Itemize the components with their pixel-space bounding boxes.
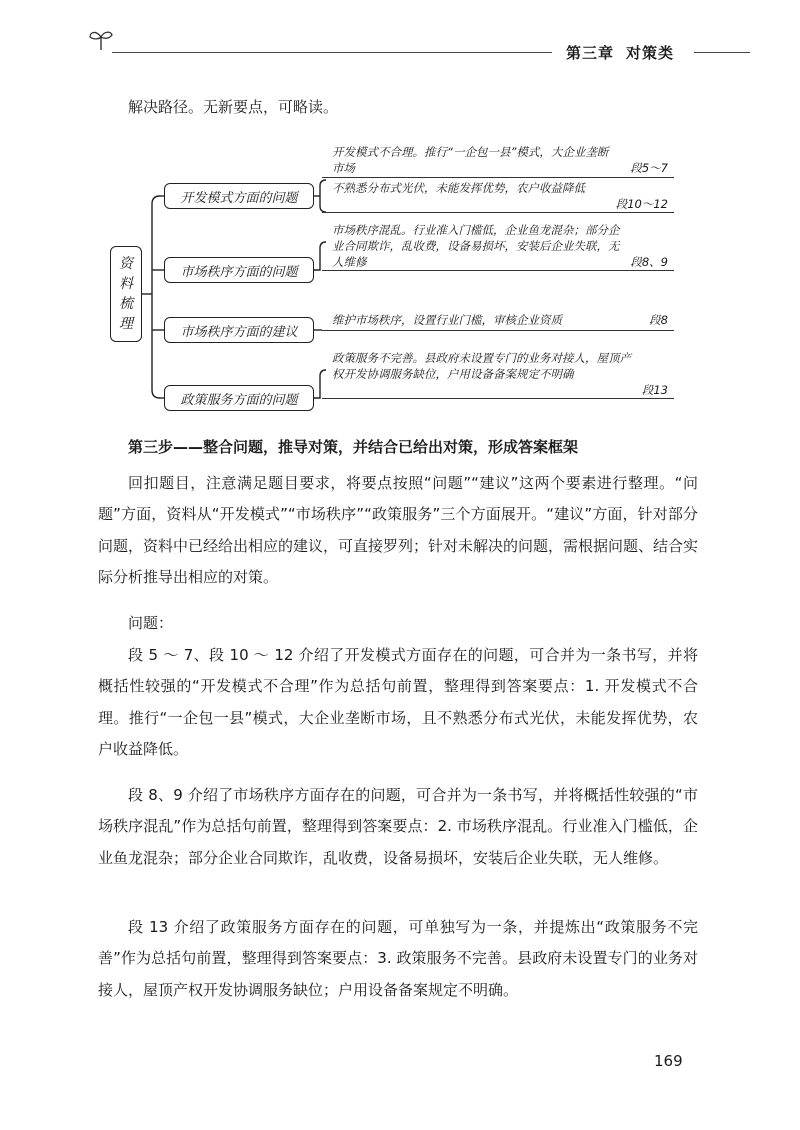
running-header [566,42,674,63]
detail-ref: 段13 [641,383,668,397]
detail-item [332,144,668,176]
intro-line: 解决路径。无新要点，可略读。 [128,98,339,116]
paragraph: 段 13 介绍了政策服务方面存在的问题，可单独写为一条，并提炼出“政策服务不完善”作为总括句前置，整理得到答案要点：3. 政策服务不完善。县政府未设置专门的业务对接人，屋顶产权开发协调服务缺位；户用设备备案规定不明确。 [98,918,698,999]
detail-item [332,180,668,212]
branch-market-order-advice: 市场秩序方面的建议 [164,317,314,343]
paragraph: 段 8、9 介绍了市场秩序方面存在的问题，可合并为一条书写，并将概括性较强的“市场秩序混乱”作为总括句前置，整理得到答案要点：2. 市场秩序混乱。行业准入门槛低，企业鱼龙混杂；部分企业合同欺诈，乱收费，设备易损坏，安装后企业失联，无人维修。 [98,786,698,867]
divider-line [322,212,674,213]
detail-item [332,222,668,270]
branch-market-order-problem: 市场秩序方面的问题 [164,257,314,283]
paragraph: 回扣题目，注意满足题目要求，将要点按照“问题”“建议”这两个要素进行整理。“问题”方面，资料从“开发模式”“市场秩序”“政策服务”三个方面展开。“建议”方面，针对部分问题，资料中已经给出相应的建议，可直接罗列；针对未解决的问题，需根据问题、结合实际分析推导出相应的对策。 [98,474,699,587]
page-number: 169 [654,1052,683,1070]
sprout-icon [88,28,114,52]
paragraph-label: 问题： [128,614,174,632]
detail-ref: 段10～12 [615,197,668,211]
detail-item [332,312,668,328]
detail-ref: 段5～7 [630,161,668,175]
detail-text: 维护市场秩序，设置行业门槛，审核企业资质 [332,313,562,327]
header-rule-end [694,52,750,53]
paragraph: 段 5 ～ 7、段 10 ～ 12 介绍了开发模式方面存在的问题，可合并为一条书写，并将概括性较强的“开发模式不合理”作为总括句前置，整理得到答案要点：1. 开发模式不合理。推行“一企包一县”模式，大企业垄断市场，且不熟悉分布式光伏，未能发挥优势，农户收益降低。 [98,646,698,759]
branch-policy-service: 政策服务方面的问题 [164,385,314,411]
detail-text: 不熟悉分布式光伏，未能发挥优势，农户收益降低 [332,181,585,195]
detail-text: 政策服务不完善。县政府未设置专门的业务对接人，屋顶产权开发协调服务缺位，户用设备备案规定不明确 [332,351,631,381]
detail-ref: 段8、9 [630,255,668,269]
detail-ref: 段8 [649,313,668,327]
divider-line [322,270,674,271]
detail-item [332,350,668,398]
section-label: 对策类 [626,44,675,62]
divider-line [322,177,674,178]
step-heading: 第三步——整合问题，推导对策，并结合已给出对策，形成答案框架 [128,438,579,456]
mindmap-diagram [100,140,680,420]
header-rule [112,52,552,53]
divider-line [322,330,674,331]
detail-text: 市场秩序混乱。行业准入门槛低，企业鱼龙混杂；部分企业合同欺诈，乱收费，设备易损坏，安装后企业失联，无人维修 [332,223,620,269]
mindmap-root: 资料梳理 [110,246,142,342]
detail-text: 开发模式不合理。推行“一企包一县”模式，大企业垄断市场 [332,145,609,175]
chapter-label: 第三章 [566,44,615,62]
branch-development-model: 开发模式方面的问题 [164,183,314,209]
divider-line [322,398,674,399]
